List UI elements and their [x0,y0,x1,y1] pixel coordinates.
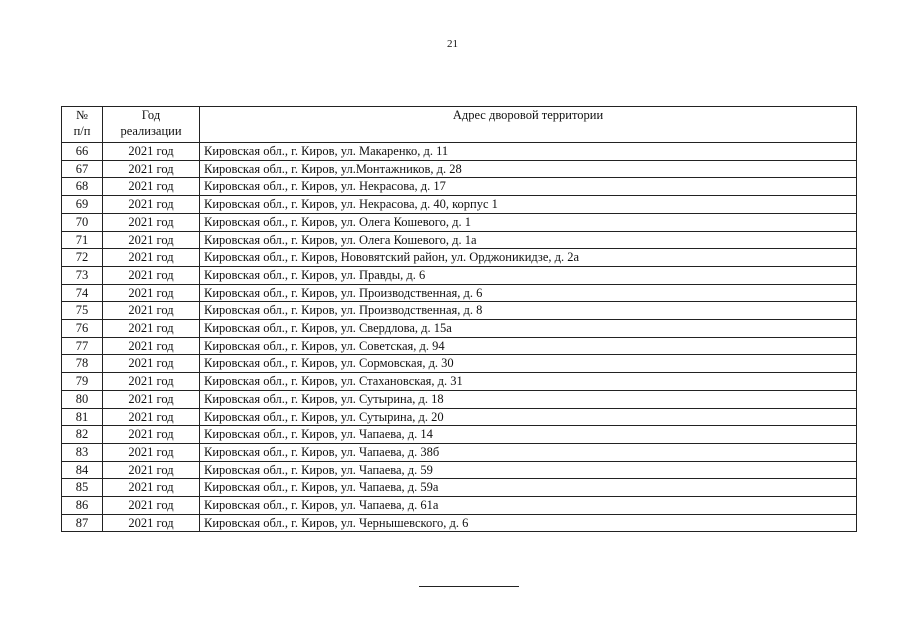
row-address: Кировская обл., г. Киров, ул. Чапаева, д. 14 [200,426,857,444]
row-address: Кировская обл., г. Киров, ул. Производственная, д. 6 [200,284,857,302]
row-year: 2021 год [103,249,200,267]
row-number: 75 [62,302,103,320]
header-year-line2: реализации [120,124,182,138]
row-address: Кировская обл., г. Киров, ул. Чапаева, д. 61а [200,497,857,515]
table-row [62,390,857,408]
table-row [62,443,857,461]
row-year: 2021 год [103,266,200,284]
row-number: 66 [62,143,103,161]
row-address: Кировская обл., г. Киров, ул. Свердлова, д. 15а [200,320,857,338]
row-year: 2021 год [103,196,200,214]
row-year: 2021 год [103,443,200,461]
header-year-line1: Год [141,108,161,122]
row-year: 2021 год [103,373,200,391]
row-address: Кировская обл., г. Киров, ул. Олега Кошевого, д. 1а [200,231,857,249]
table-row [62,302,857,320]
table-row [62,143,857,161]
address-table [61,106,857,532]
row-year: 2021 год [103,355,200,373]
row-address: Кировская обл., г. Киров, ул. Чернышевского, д. 6 [200,514,857,532]
table-row [62,514,857,532]
row-year: 2021 год [103,213,200,231]
row-address: Кировская обл., г. Киров, ул. Некрасова, д. 17 [200,178,857,196]
table-row [62,320,857,338]
row-year: 2021 год [103,320,200,338]
table-body [62,143,857,532]
row-number: 80 [62,390,103,408]
row-address: Кировская обл., г. Киров, ул. Чапаева, д. 38б [200,443,857,461]
row-address: Кировская обл., г. Киров, Нововятский район, ул. Орджоникидзе, д. 2а [200,249,857,267]
row-number: 73 [62,266,103,284]
row-year: 2021 год [103,479,200,497]
footer-divider [419,586,519,587]
row-number: 71 [62,231,103,249]
row-number: 84 [62,461,103,479]
header-number-line2: п/п [73,124,91,138]
row-number: 79 [62,373,103,391]
row-number: 74 [62,284,103,302]
row-number: 70 [62,213,103,231]
row-number: 81 [62,408,103,426]
row-year: 2021 год [103,302,200,320]
page-number: 21 [447,38,458,50]
row-year: 2021 год [103,337,200,355]
table-row [62,266,857,284]
table-row [62,408,857,426]
table-header-row [62,107,857,143]
row-address: Кировская обл., г. Киров, ул. Производственная, д. 8 [200,302,857,320]
table-row [62,231,857,249]
table-row [62,337,857,355]
row-address: Кировская обл., г. Киров, ул. Советская, д. 94 [200,337,857,355]
row-number: 87 [62,514,103,532]
header-number-line1: № [76,108,88,122]
row-address: Кировская обл., г. Киров, ул. Сормовская, д. 30 [200,355,857,373]
table-row [62,461,857,479]
table-row [62,249,857,267]
row-address: Кировская обл., г. Киров, ул. Стахановская, д. 31 [200,373,857,391]
row-number: 68 [62,178,103,196]
row-address: Кировская обл., г. Киров, ул. Сутырина, д. 18 [200,390,857,408]
table-row [62,373,857,391]
table-row [62,479,857,497]
table-row [62,284,857,302]
header-address: Адрес дворовой территории [200,107,857,143]
row-number: 82 [62,426,103,444]
row-year: 2021 год [103,461,200,479]
row-address: Кировская обл., г. Киров, ул. Макаренко, д. 11 [200,143,857,161]
row-address: Кировская обл., г. Киров, ул. Чапаева, д. 59 [200,461,857,479]
row-address: Кировская обл., г. Киров, ул. Некрасова, д. 40, корпус 1 [200,196,857,214]
table-row [62,178,857,196]
table-row [62,497,857,515]
header-number [62,107,103,143]
row-number: 67 [62,160,103,178]
row-year: 2021 год [103,390,200,408]
table-row [62,160,857,178]
row-number: 76 [62,320,103,338]
row-address: Кировская обл., г. Киров, ул. Чапаева, д. 59а [200,479,857,497]
row-number: 69 [62,196,103,214]
row-year: 2021 год [103,284,200,302]
row-year: 2021 год [103,426,200,444]
row-year: 2021 год [103,160,200,178]
row-number: 83 [62,443,103,461]
row-year: 2021 год [103,231,200,249]
row-number: 86 [62,497,103,515]
row-address: Кировская обл., г. Киров, ул. Олега Кошевого, д. 1 [200,213,857,231]
row-year: 2021 год [103,408,200,426]
table-row [62,213,857,231]
row-address: Кировская обл., г. Киров, ул. Правды, д. 6 [200,266,857,284]
row-number: 78 [62,355,103,373]
table-row [62,426,857,444]
row-address: Кировская обл., г. Киров, ул.Монтажников, д. 28 [200,160,857,178]
row-address: Кировская обл., г. Киров, ул. Сутырина, д. 20 [200,408,857,426]
row-year: 2021 год [103,497,200,515]
row-year: 2021 год [103,143,200,161]
row-number: 72 [62,249,103,267]
row-number: 85 [62,479,103,497]
table-row [62,355,857,373]
row-number: 77 [62,337,103,355]
row-year: 2021 год [103,178,200,196]
table-row [62,196,857,214]
row-year: 2021 год [103,514,200,532]
header-year [103,107,200,143]
